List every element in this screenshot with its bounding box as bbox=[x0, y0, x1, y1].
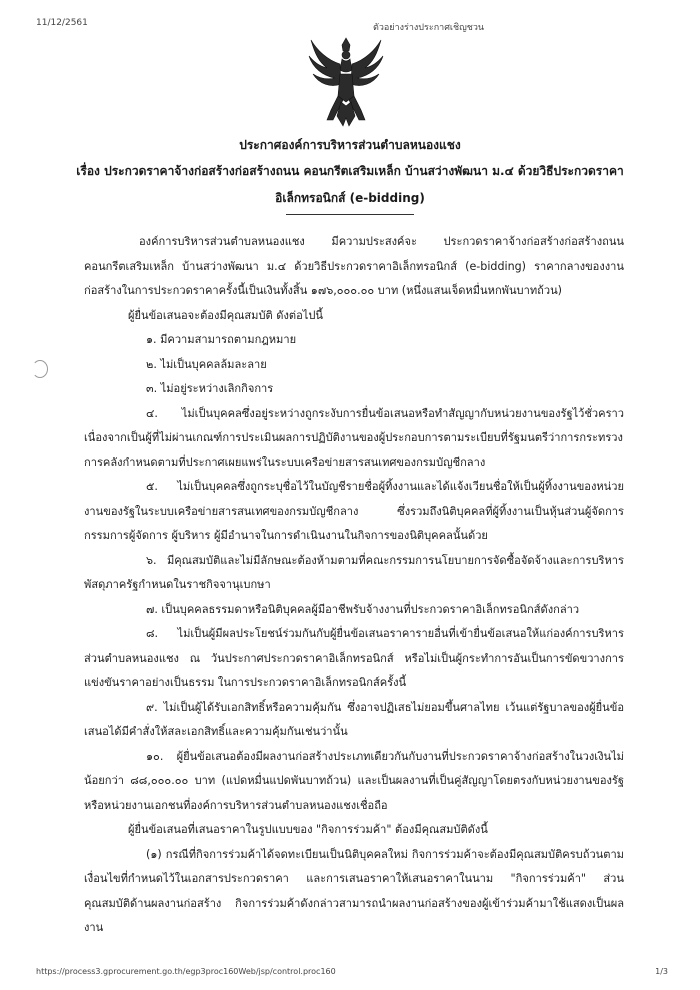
qualification-item: ๙. ไม่เป็นผู้ได้รับเอกสิทธิ์หรือความคุ้มกัน ซึ่งอาจปฏิเสธไม่ยอมขึ้นศาลไทย เว้นแต่รัฐบาลของผู้ยื่นข้อเสนอได้มีคำสั่งให้สละเอกสิทธิ์และความคุ้มกันเช่นว่านั้น bbox=[84, 700, 624, 738]
announcement-subject-continued: อิเล็กทรอนิกส์ (e-bidding) bbox=[275, 191, 425, 205]
qualification-item: ๑๐. ผู้ยื่นข้อเสนอต้องมีผลงานก่อสร้างประเภทเดียวกันกับงานที่ประกวดราคาจ้างก่อสร้างในวงเงินไม่น้อยกว่า ๘๘,๐๐๐.๐๐ บาท (แปดหมื่นแปดพันบาทถ้วน) และเป็นผลงานที่เป็นคู่สัญญาโดยตรงกับหน่วยงานของรัฐหรือหน่วยงานเอกชนที่องค์การบริหารส่วนตำบลหนองแชงเชื่อถือ bbox=[84, 749, 624, 812]
qualification-item: ๕. ไม่เป็นบุคคลซึ่งถูกระบุชื่อไว้ในบัญชีรายชื่อผู้ทิ้งงานและได้แจ้งเวียนชื่อให้เป็นผู้ทิ้งงานของหน่วยงานของรัฐในระบบเครือข่ายสารสนเทศของกรมบัญชีกลาง ซึ่งรวมถึงนิติบุคคลที่ผู้ทิ้งงานเป็นหุ้นส่วนผู้จัดการ กรรมการผู้จัดการ ผู้บริหาร ผู้มีอำนาจในการดำเนินงานในกิจการของนิติบุคคลนั้นด้วย bbox=[84, 480, 624, 542]
footer-url: https://process3.gprocurement.go.th/egp3proc160Web/jsp/control.proc160 bbox=[36, 967, 336, 976]
qualification-item: ๓. ไม่อยู่ระหว่างเลิกกิจการ bbox=[146, 382, 274, 395]
joint-venture-intro: ผู้ยื่นข้อเสนอที่เสนอราคาในรูปแบบของ "กิจการร่วมค้า" ต้องมีคุณสมบัติดังนี้ bbox=[128, 823, 488, 836]
print-date: 11/12/2561 bbox=[36, 18, 88, 28]
example-announcement-note: ตัวอย่างร่างประกาศเชิญชวน bbox=[373, 23, 485, 33]
qualification-item: ๔. ไม่เป็นบุคคลซึ่งอยู่ระหว่างถูกระงับการยื่นข้อเสนอหรือทำสัญญากับหน่วยงานของรัฐไว้ชั่วคราว เนื่องจากเป็นผู้ที่ไม่ผ่านเกณฑ์การประเมินผลการปฏิบัติงานของผู้ประกอบการตามระเบียบที่รัฐมนตรีว่าการกระทรวงการคลังกำหนดตามที่ประกาศเผยแพร่ในระบบเครือข่ายสารสนเทศของกรมบัญชีกลาง bbox=[84, 406, 624, 469]
announcement-body bbox=[84, 230, 624, 941]
announcement-subject: เรื่อง ประกวดราคาจ้างก่อสร้างก่อสร้างถนน คอนกรีตเสริมเหล็ก บ้านสว่างพัฒนา ม.๔ ด้วยวิธีประกวดราคา bbox=[76, 164, 624, 178]
joint-venture-item: (๑) กรณีที่กิจการร่วมค้าได้จดทะเบียนเป็นนิติบุคคลใหม่ กิจการร่วมค้าจะต้องมีคุณสมบัติครบถ้วนตามเงื่อนไขที่กำหนดไว้ในเอกสารประกวดราคา และการเสนอราคาให้เสนอราคาในนาม "กิจการร่วมค้า" ส่วนคุณสมบัติด้านผลงานก่อสร้าง กิจการร่วมค้าดังกล่าวสามารถนำผลงานก่อสร้างของผู้เข้าร่วมค้ามาใช้แสดงเป็นผลงาน bbox=[84, 847, 624, 934]
qualification-item: ๘. ไม่เป็นผู้มีผลประโยชน์ร่วมกันกับผู้ยื่นข้อเสนอราคารายอื่นที่เข้ายื่นข้อเสนอให้แก่องค์การบริหารส่วนตำบลหนองแชง ณ วันประกาศประกวดราคาอิเล็กทรอนิกส์ หรือไม่เป็นผู้กระทำการอันเป็นการขัดขวางการแข่งขันราคาอย่างเป็นธรรม ในการประกวดราคาอิเล็กทรอนิกส์ครั้งนี้ bbox=[84, 627, 624, 689]
qualification-item: ๑. มีความสามารถตามกฎหมาย bbox=[146, 333, 297, 346]
qualification-item: ๗. เป็นบุคคลธรรมดาหรือนิติบุคคลผู้มีอาชีพรับจ้างงานที่ประกวดราคาอิเล็กทรอนิกส์ดังกล่าว bbox=[146, 602, 580, 616]
qualification-item: ๖. มีคุณสมบัติและไม่มีลักษณะต้องห้ามตามที่คณะกรรมการนโยบายการจัดซื้อจัดจ้างและการบริหารพัสดุภาครัฐกำหนดในราชกิจจานุเบกษา bbox=[84, 553, 624, 591]
qualification-item: ๒. ไม่เป็นบุคคลล้มละลาย bbox=[146, 357, 267, 371]
hole-punch-mark bbox=[32, 360, 48, 378]
qualification-intro: ผู้ยื่นข้อเสนอจะต้องมีคุณสมบัติ ดังต่อไปนี้ bbox=[128, 308, 323, 322]
page-number: 1/3 bbox=[655, 967, 668, 976]
title-divider bbox=[286, 214, 414, 215]
garuda-emblem-icon bbox=[305, 36, 387, 128]
intro-paragraph: องค์การบริหารส่วนตำบลหนองแชง มีความประสงค์จะ ประกวดราคาจ้างก่อสร้างก่อสร้างถนน คอนกรีตเสริมเหล็ก บ้านสว่างพัฒนา ม.๔ ด้วยวิธีประกวดราคาอิเล็กทรอนิกส์ (e-bidding) ราคากลางของงานก่อสร้างในการประกวดราคาครั้งนี้เป็นเงินทั้งสิ้น ๑๗๖,๐๐๐.๐๐ บาท (หนึ่งแสนเจ็ดหมื่นหกพันบาทถ้วน) bbox=[84, 235, 624, 297]
announcement-title: ประกาศองค์การบริหารส่วนตำบลหนองแชง bbox=[239, 138, 461, 152]
